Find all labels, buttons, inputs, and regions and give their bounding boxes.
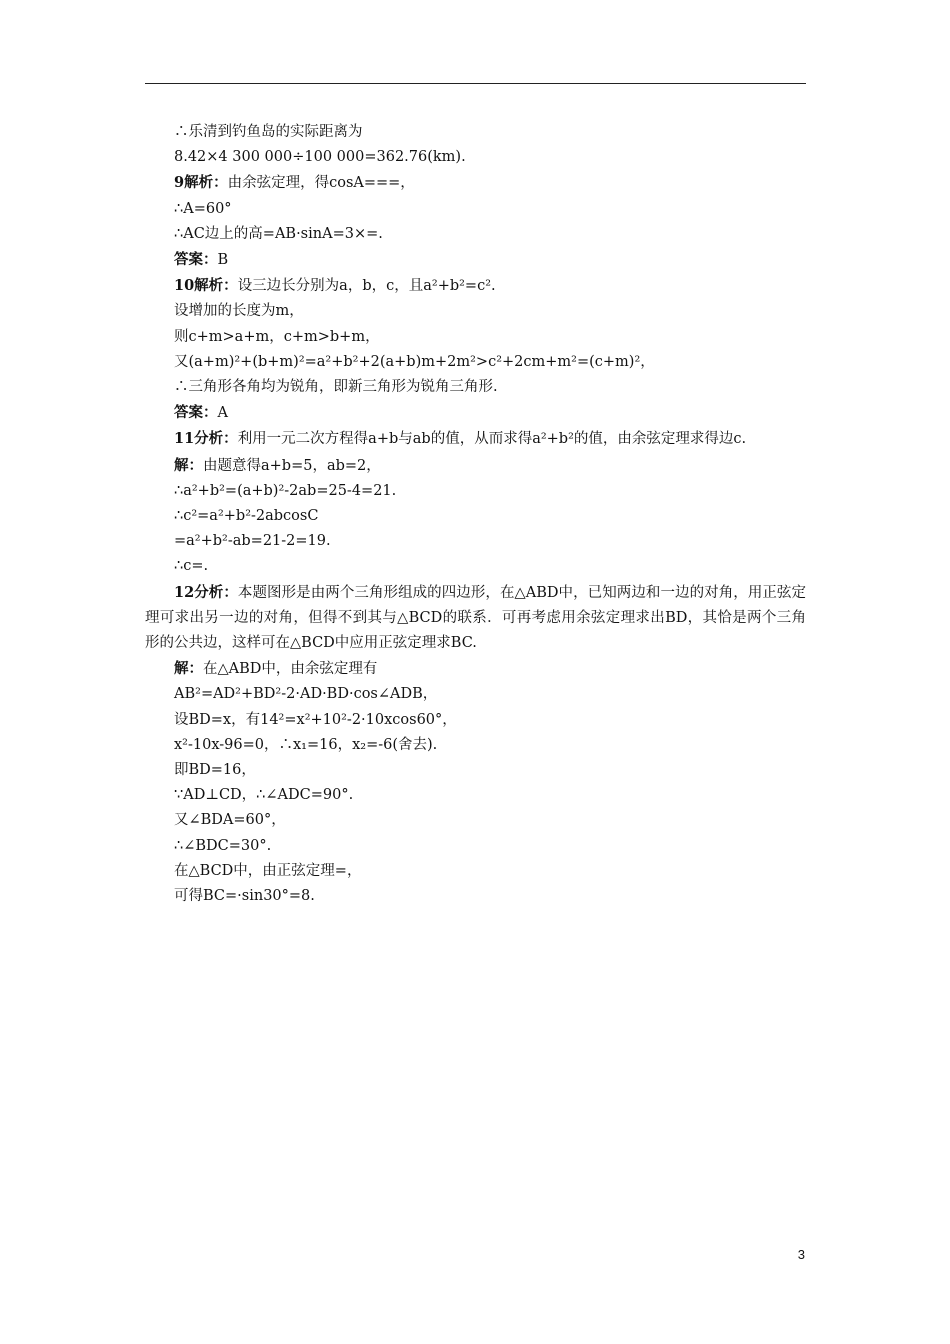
line-text: 又(a+m)²+(b+m)²=a²+b²+2(a+b)m+2m²>c²+2cm+m²=(c+m)²， [174, 353, 655, 370]
text-line [145, 170, 806, 196]
text-line [145, 859, 806, 884]
text-line [145, 733, 806, 758]
line-text: 由题意得a+b=5，ab=2， [203, 457, 381, 474]
line-label: 11分析： [174, 430, 238, 448]
line-text: ∴乐清到钓鱼岛的实际距离为 [174, 124, 363, 140]
line-text: ∴三角形各角均为锐角，即新三角形为锐角三角形. [174, 379, 498, 396]
line-label: 12分析： [174, 583, 238, 601]
line-label: 答案： [174, 404, 218, 422]
line-text: 设BD=x，有14²=x²+10²-2·10xcos60°， [174, 711, 457, 728]
page-number: 3 [797, 1247, 805, 1262]
line-text: 8.42×4 300 000÷100 000=362.76(km). [174, 149, 466, 166]
text-line [145, 375, 806, 400]
line-text: ∴c²=a²+b²-2abcosC [174, 508, 319, 525]
text-line [145, 273, 806, 299]
line-text: ∴c=. [174, 558, 209, 575]
line-text: 又∠BDA=60°， [174, 812, 286, 829]
line-label: 解： [174, 660, 203, 678]
text-line [145, 325, 806, 350]
text-line [145, 884, 806, 909]
header-rule [145, 83, 806, 84]
text-line [145, 197, 806, 222]
text-line [145, 400, 806, 426]
text-line [145, 426, 806, 452]
line-text: 利用一元二次方程得a+b与ab的值，从而求得a²+b²的值，由余弦定理求得边c. [237, 431, 747, 448]
text-line [145, 783, 806, 808]
line-text: 设三边长分别为a，b，c，且a²+b²=c². [237, 278, 496, 295]
line-label: 10解析： [174, 277, 238, 295]
text-line [145, 479, 806, 504]
line-text: 则c+m>a+m，c+m>b+m， [174, 328, 380, 345]
text-line [145, 554, 806, 579]
line-text: B [217, 252, 229, 269]
text-line [145, 834, 806, 859]
text-line [145, 222, 806, 247]
text-line [145, 808, 806, 833]
line-text: =a²+b²-ab=21-2=19. [174, 533, 331, 550]
line-text: ∴AC边上的高=AB·sinA=3×=. [174, 225, 383, 242]
text-line [145, 682, 806, 707]
line-label: 9解析： [174, 174, 228, 192]
text-line [145, 453, 806, 479]
line-text: x²-10x-96=0，∴x₁=16，x₂=-6(舍去). [174, 736, 438, 753]
line-label: 解： [174, 456, 203, 474]
text-line [145, 504, 806, 529]
line-text: A [217, 405, 228, 422]
line-text: ∵AD⊥CD，∴∠ADC=90°. [174, 787, 354, 804]
line-text: ∴a²+b²=(a+b)²-2ab=25-4=21. [174, 482, 397, 499]
text-line [145, 656, 806, 682]
line-text: 可得BC=·sin30°=8. [174, 888, 315, 905]
text-line [145, 758, 806, 783]
line-label: 答案： [174, 251, 218, 269]
text-line [145, 529, 806, 554]
line-text: 在△ABD中，由余弦定理有 [203, 661, 378, 678]
line-text: 即BD=16， [174, 762, 256, 779]
text-line [145, 145, 806, 170]
line-text: 设增加的长度为m， [174, 303, 304, 320]
text-line [145, 350, 806, 375]
text-line [145, 299, 806, 324]
line-text: 在△BCD中，由正弦定理=， [174, 862, 362, 879]
text-line [145, 120, 806, 145]
line-text: ∴∠BDC=30°. [174, 837, 272, 854]
text-line [145, 708, 806, 733]
line-text: ∴A=60° [174, 200, 232, 217]
line-text: 由余弦定理，得cosA===， [227, 175, 415, 192]
line-text: AB²=AD²+BD²-2·AD·BD·cos∠ADB， [174, 686, 438, 703]
document-body [145, 120, 806, 909]
text-line [145, 580, 806, 657]
line-text: 本题图形是由两个三角形组成的四边形，在△ABD中，已知两边和一边的对角，用正弦定理可求出另一边的对角，但得不到其与△BCD的联系．可再考虑用余弦定理求出BD，其恰是两个三角形的公共边，这样可在△BCD中应用正弦定理求BC. [145, 584, 806, 652]
text-line [145, 247, 806, 273]
